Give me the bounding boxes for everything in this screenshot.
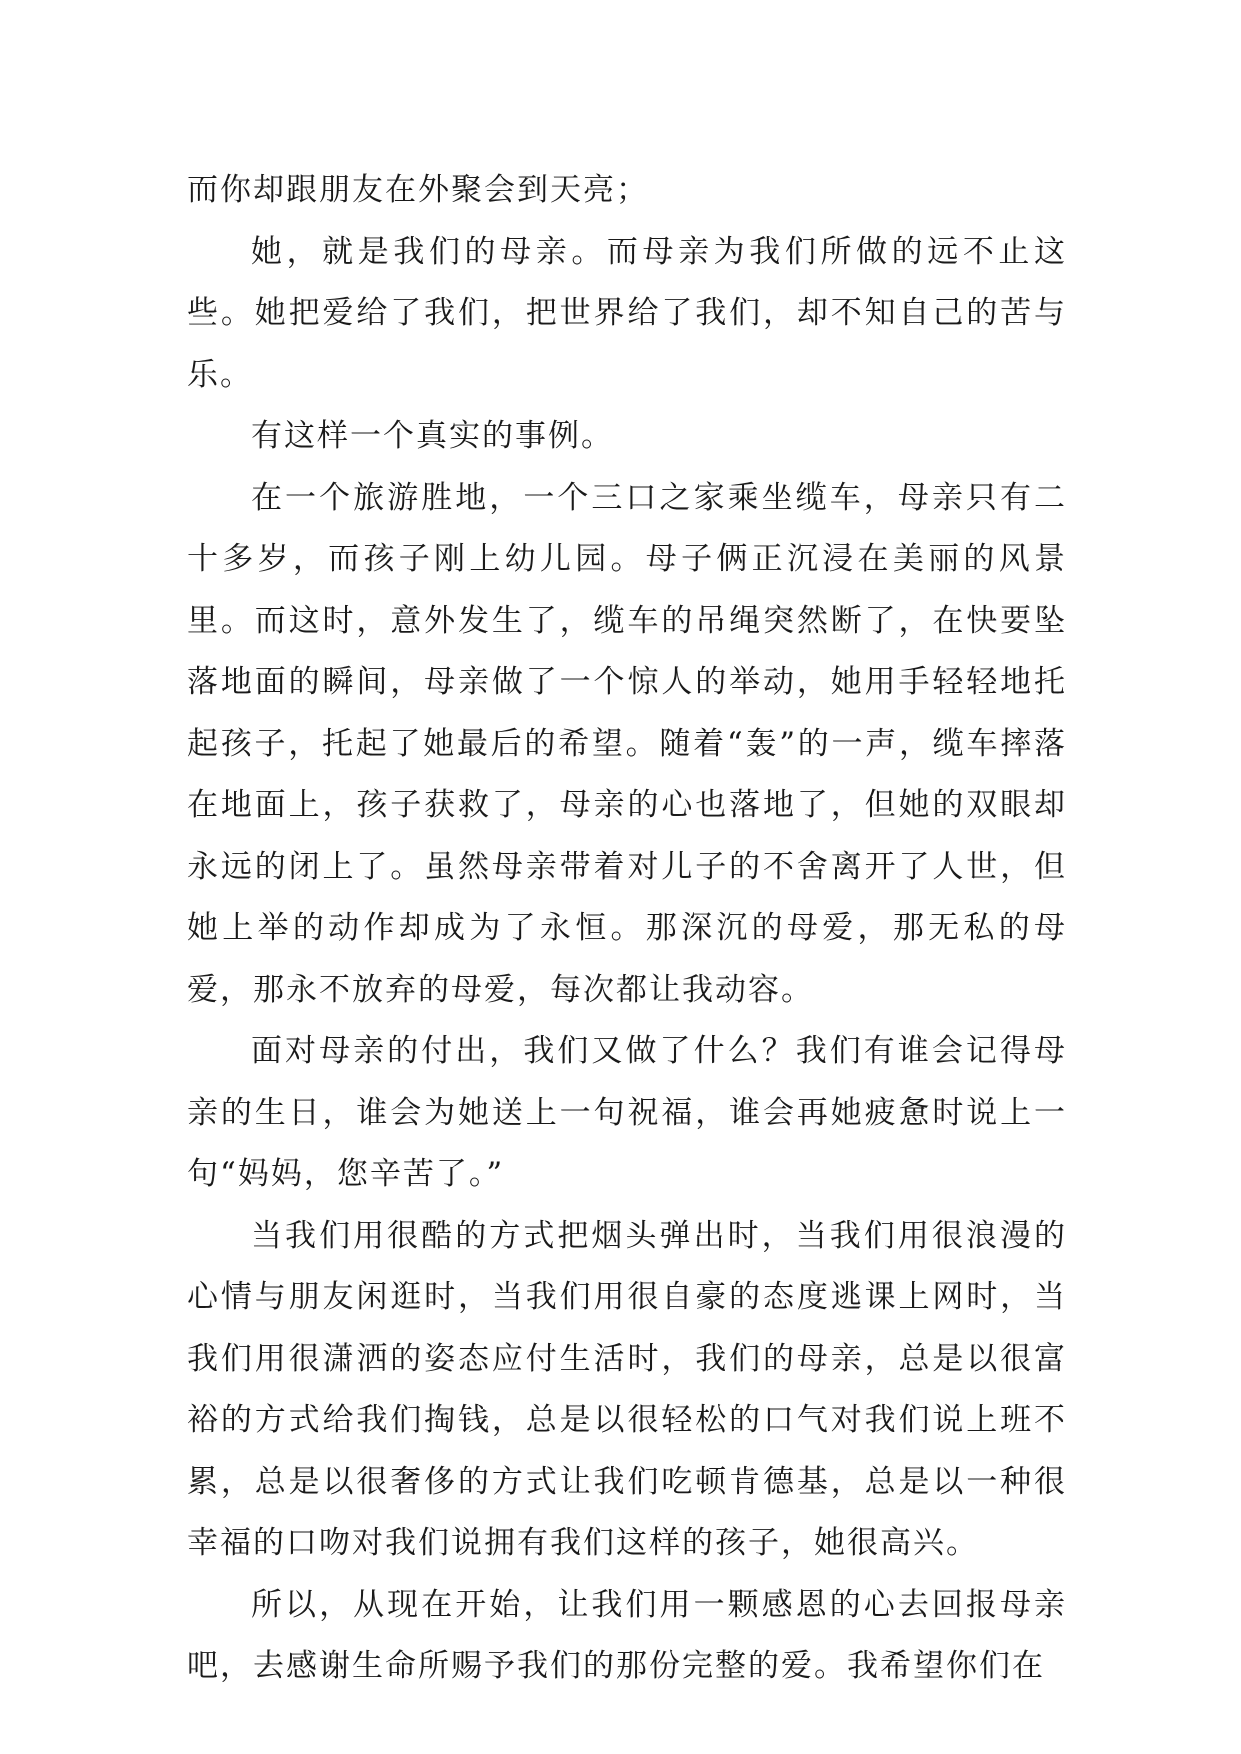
paragraph-7: 所以，从现在开始，让我们用一颗感恩的心去回报母亲吧，去感谢生命所赐予我们的那份完整的爱。我希望你们在 — [187, 1586, 1067, 1684]
paragraph-6: 当我们用很酷的方式把烟头弹出时，当我们用很浪漫的心情与朋友闲逛时，当我们用很自豪的态度逃课上网时，当我们用很潇洒的姿态应付生活时，我们的母亲，总是以很富裕的方式给我们掏钱，总是以很轻松的口气对我们说上班不累，总是以很奢侈的方式让我们吃顿肯德基，总是以一种很幸福的口吻对我们说拥有我们这样的孩子，她很高兴。 — [187, 1217, 1067, 1561]
paragraph-2: 她，就是我们的母亲。而母亲为我们所做的远不止这些。她把爱给了我们，把世界给了我们，却不知自己的苦与乐。 — [187, 233, 1067, 393]
paragraph-3: 有这样一个真实的事例。 — [251, 418, 614, 454]
paragraph-5: 面对母亲的付出，我们又做了什么？我们有谁会记得母亲的生日，谁会为她送上一句祝福，谁会再她疲惫时说上一句“妈妈，您辛苦了。” — [187, 1033, 1067, 1192]
paragraph-4: 在一个旅游胜地，一个三口之家乘坐缆车，母亲只有二十多岁，而孩子刚上幼儿园。母子俩正沉浸在美丽的风景里。而这时，意外发生了，缆车的吊绳突然断了，在快要坠落地面的瞬间，母亲做了一个惊人的举动，她用手轻轻地托起孩子，托起了她最后的希望。随着“轰”的一声，缆车摔落在地面上，孩子获救了，母亲的心也落地了，但她的双眼却永远的闭上了。虽然母亲带着对儿子的不舍离开了人世，但她上举的动作却成为了永恒。那深沉的母爱，那无私的母爱，那永不放弃的母爱，每次都让我动容。 — [187, 479, 1067, 1008]
document-body — [187, 160, 1067, 1698]
paragraph-1: 而你却跟朋友在外聚会到天亮； — [187, 172, 649, 208]
